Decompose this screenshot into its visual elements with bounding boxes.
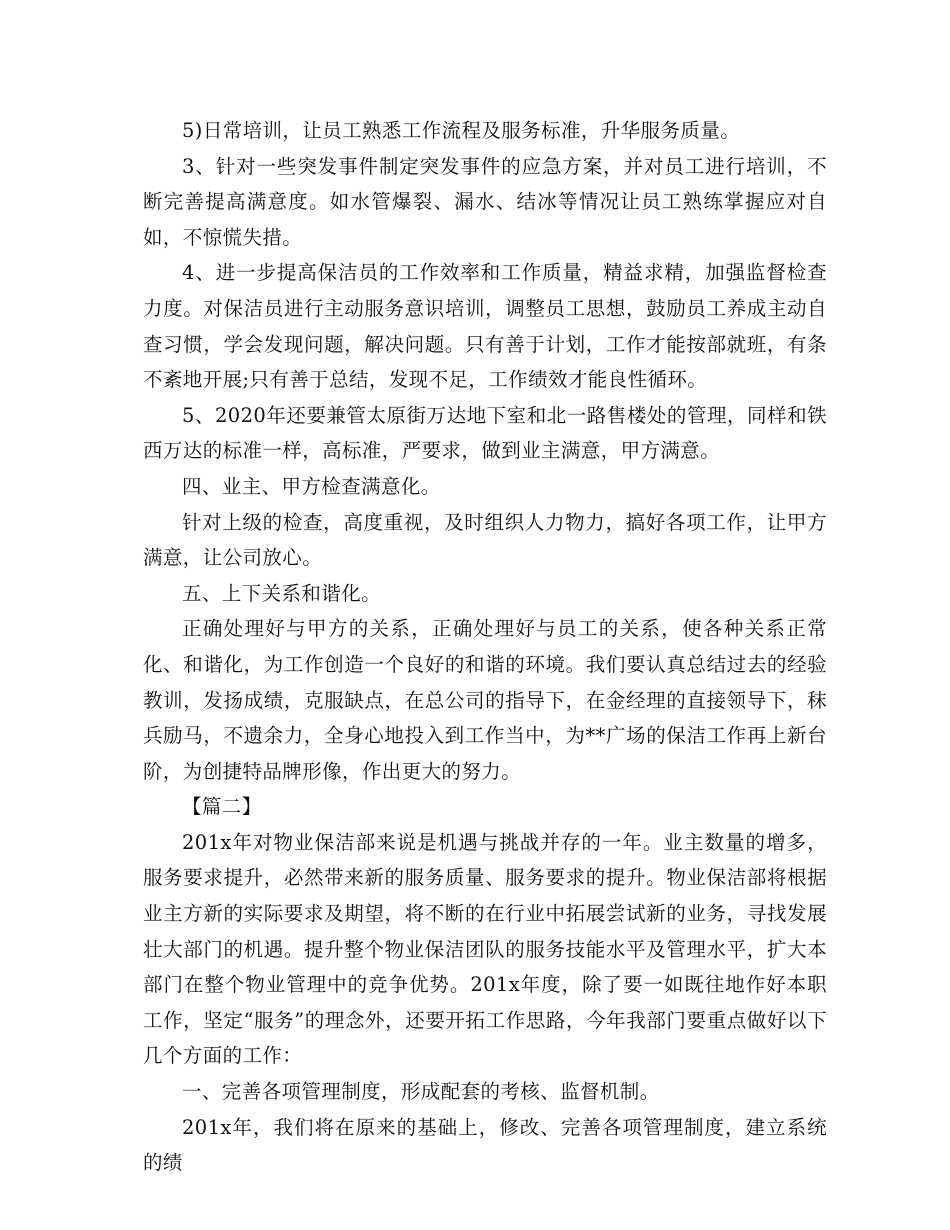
paragraph-201x-overview: 201x年对物业保洁部来说是机遇与挑战并存的一年。业主数量的增多，服务要求提升，必然带来新的服务质量、服务要求的提升。物业保洁部将根据业主方新的实际要求及期望，将不断的在行业中拓展尝试新的业务，寻找发展壮大部门的机遇。提升整个物业保洁团队的服务技能水平及管理水平，扩大本部门在整个物业管理中的竞争优势。201x年度，除了要一如既往地作好本职工作，坚定“服务”的理念外，还要开拓工作思路，今年我部门要重点做好以下几个方面的工作： xyxy=(143,830,827,1068)
paragraph-relations: 正确处理好与甲方的关系，正确处理好与员工的关系，使各种关系正常化、和谐化，为工作创造一个良好的和谐的环境。我们要认真总结过去的经验教训，发扬成绩，克服缺点，在总公司的指导下，在金经理的直接领导下，秣兵励马，不遗余力，全身心地投入到工作当中，为**广场的保洁工作再上新台阶，为创捷特品牌形像，作出更大的努力。 xyxy=(143,617,827,783)
document-body xyxy=(143,113,827,1181)
paragraph-daily-training: 5)日常培训，让员工熟悉工作流程及服务标准，升华服务质量。 xyxy=(182,119,741,142)
paragraph-efficiency: 4、进一步提高保洁员的工作效率和工作质量，精益求精，加强监督检查力度。对保洁员进行主动服务意识培训，调整员工思想，鼓励员工养成主动自查习惯，学会发现问题，解决问题。只有善于计划，工作才能按部就班，有条不紊地开展;只有善于总结，发现不足，工作绩效才能良性循环。 xyxy=(143,261,827,392)
paragraph-inspection: 针对上级的检查，高度重视，及时组织人力物力，搞好各项工作，让甲方满意，让公司放心。 xyxy=(143,510,827,570)
heading-section-five: 五、上下关系和谐化。 xyxy=(182,581,382,605)
heading-section-one: 一、完善各项管理制度，形成配套的考核、监督机制。 xyxy=(182,1080,660,1104)
paragraph-emergency-plan: 3、针对一些突发事件制定突发事件的应急方案，并对员工进行培训，不断完善提高满意度。如水管爆裂、漏水、结冰等情况让员工熟练掌握应对自如，不惊慌失措。 xyxy=(143,154,827,249)
paragraph-201x-plan: 201x年，我们将在原来的基础上，修改、完善各项管理制度，建立系统的绩 xyxy=(143,1115,827,1175)
paragraph-2020-management: 5、2020年还要兼管太原街万达地下室和北一路售楼处的管理，同样和铁西万达的标准一样，高标准，严要求，做到业主满意，甲方满意。 xyxy=(143,403,827,463)
heading-part-two: 【篇二】 xyxy=(182,795,262,819)
heading-section-four: 四、业主、甲方检查满意化。 xyxy=(182,474,441,498)
